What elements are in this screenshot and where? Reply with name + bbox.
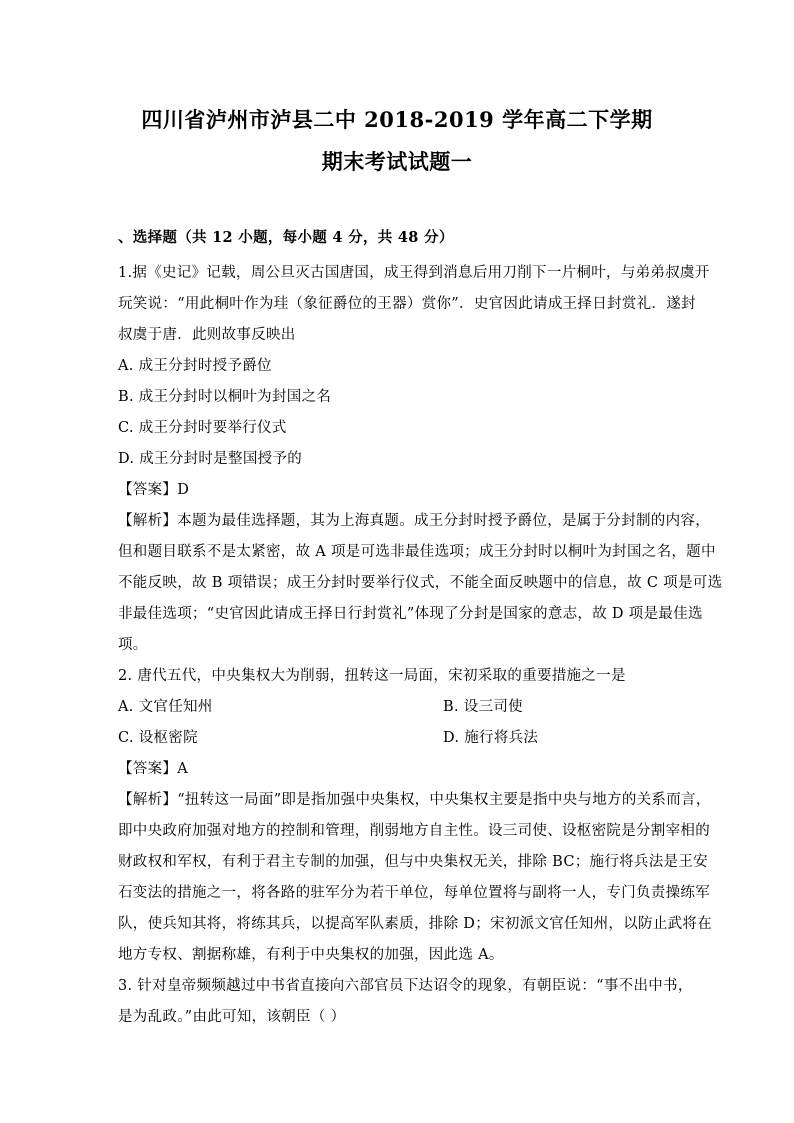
- q2-analysis-line: 即中央政府加强对地方的控制和管理，削弱地方自主性。设三司使、设枢密院是分割宰相的: [118, 823, 710, 839]
- q1-stem-line: 1.据《史记》记载，周公旦灭古国唐国，成王得到消息后用刀削下一片桐叶，与弟弟叔虞开: [118, 265, 710, 281]
- q2-analysis-line: 【解析】“扭转这一局面”即是指加强中央集权，中央集权主要是指中央与地方的关系而言，: [118, 792, 711, 808]
- q1-option-b: B. 成王分封时以桐叶为封国之名: [118, 389, 332, 405]
- q1-analysis-line: 不能反映，故 B 项错误；成王分封时要举行仪式，不能全面反映题中的信息，故 C 项是可选: [118, 575, 723, 591]
- q3-stem-line: 3. 针对皇帝频频越过中书省直接向六部官员下达诏令的现象，有朝臣说：“事不出中书，: [118, 978, 693, 994]
- q2-option-b: B. 设三司使: [443, 699, 523, 715]
- q3-stem-line: 是为乱政。”由此可知，该朝臣（ ）: [118, 1009, 346, 1025]
- q2-stem: 2. 唐代五代，中央集权大为削弱，扭转这一局面，宋初采取的重要措施之一是: [118, 668, 626, 684]
- section-heading: 、选择题（共 12 小题，每小题 4 分，共 48 分）: [118, 229, 454, 246]
- q2-option-d: D. 施行将兵法: [443, 730, 539, 746]
- q1-analysis-line: 项。: [118, 637, 148, 653]
- document-title-line1: 四川省泸州市泸县二中 2018-2019 学年高二下学期: [141, 107, 653, 132]
- q2-analysis-line: 地方专权、割据称雄，有利于中央集权的加强，因此选 A。: [118, 947, 504, 963]
- q2-option-c: C. 设枢密院: [118, 730, 198, 746]
- q2-analysis-line: 石变法的措施之一，将各路的驻军分为若干单位，每单位置将与副将一人，专门负责操练军: [118, 885, 710, 901]
- q1-option-d: D. 成王分封时是整国授予的: [118, 451, 303, 467]
- q1-analysis-line: 非最佳选项；“史官因此请成王择日行封赏礼”体现了分封是国家的意志，故 D 项是最佳选: [118, 606, 703, 622]
- q1-analysis-line: 【解析】本题为最佳选择题，其为上海真题。成王分封时授予爵位，是属于分封制的内容，: [118, 513, 710, 529]
- q1-stem-line: 玩笑说：“用此桐叶作为珪（象征爵位的王器）赏你”．史官因此请成王择日封赏礼．遂封: [118, 296, 696, 312]
- q1-analysis-line: 但和题目联系不是太紧密，故 A 项是可选非最佳选项；成王分封时以桐叶为封国之名，题中: [118, 544, 716, 560]
- q1-answer: 【答案】D: [118, 482, 190, 498]
- q1-option-c: C. 成王分封时要举行仪式: [118, 420, 287, 436]
- q2-analysis-line: 财政权和军权，有利于君主专制的加强，但与中央集权无关，排除 BC；施行将兵法是王安: [118, 854, 708, 870]
- document-title-line2: 期末考试试题一: [321, 149, 473, 174]
- q1-option-a: A. 成王分封时授予爵位: [118, 358, 272, 374]
- q2-option-a: A. 文官任知州: [118, 699, 213, 715]
- q2-answer: 【答案】A: [118, 761, 188, 777]
- q2-analysis-line: 队，使兵知其将，将练其兵，以提高军队素质，排除 D；宋初派文官任知州，以防止武将在: [118, 916, 713, 932]
- q1-stem-line: 叔虞于唐．此则故事反映出: [118, 327, 296, 343]
